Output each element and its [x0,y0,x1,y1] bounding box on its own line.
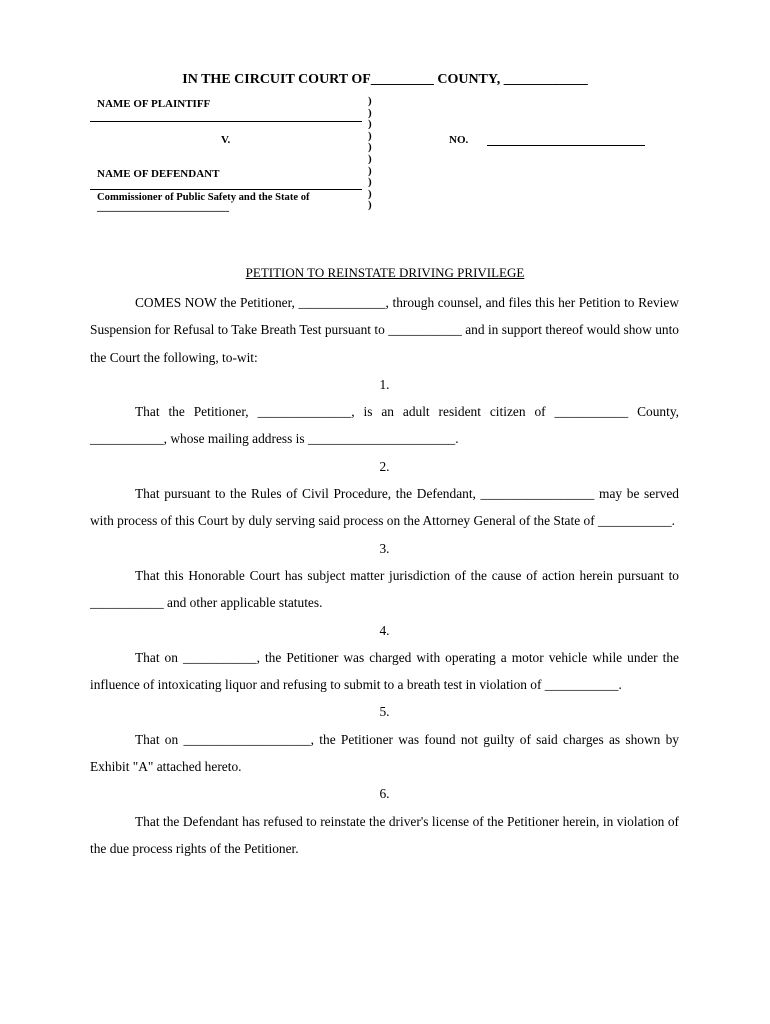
paragraph-number: 1. [379,376,390,392]
defendant-blank: ________________________ [97,201,229,213]
court-title: IN THE CIRCUIT COURT OF_________ COUNTY, ____________ [182,72,588,87]
paren: ) [368,141,372,154]
paren: ) [368,129,372,142]
versus-label: V. [221,134,231,146]
paragraph-number: 2. [379,458,390,474]
paragraph-text: That the Petitioner, ______________, is an adult resident citizen of ___________ County, ___________, whose mailing address is ______________________. [90,404,679,447]
paragraph-text: That on ___________________, the Petitioner was found not guilty of said charges as shown by Exhibit "A" attached hereto. [90,731,679,775]
defendant-name-line [90,189,362,190]
plaintiff-label: NAME OF PLAINTIFF [97,98,211,110]
paragraph-number: 3. [379,540,390,556]
paragraph-number: 4. [379,622,390,638]
defendant-name: Commissioner of Public Safety and the State of [97,192,310,203]
plaintiff-name-line [90,121,362,122]
paren: ) [368,106,372,119]
petition-body [90,289,679,862]
paren: ) [368,164,372,177]
paragraph-text: That pursuant to the Rules of Civil Procedure, the Defendant, _________________ may be served with process of this Court by duly serving said process on the Attorney General of the State of ___________. [90,486,679,529]
paragraph-number: 5. [379,704,390,720]
case-number-line [487,145,645,146]
paren: ) [368,199,372,212]
paren: ) [368,176,372,189]
paragraph-number: 6. [379,786,390,802]
caption-parentheses [368,96,372,212]
paragraph-text: That on ___________, the Petitioner was charged with operating a motor vehicle while under the influence of intoxicating liquor and refusing to submit to a breath test in violation of ___________. [90,649,679,693]
case-number-label: NO. [449,134,469,146]
document-heading: PETITION TO REINSTATE DRIVING PRIVILEGE [245,265,525,280]
paren: ) [368,95,372,107]
paren: ) [368,118,372,131]
paragraph-text: That this Honorable Court has subject matter jurisdiction of the cause of action herein pursuant to ___________ and other applicable statutes. [90,567,679,611]
paren: ) [368,187,372,200]
paren: ) [368,152,372,165]
defendant-label: NAME OF DEFENDANT [97,168,220,180]
paragraph-text: That the Defendant has refused to reinstate the driver's license of the Petitioner herein, in violation of the due process rights of the Petitioner. [90,813,679,856]
intro-paragraph: COMES NOW the Petitioner, _____________, through counsel, and files this her Petition to Review Suspension for Refusal to Take Breath Test pursuant to ___________ and in support thereof would show unto the Court the following, to-wit: [90,295,679,365]
